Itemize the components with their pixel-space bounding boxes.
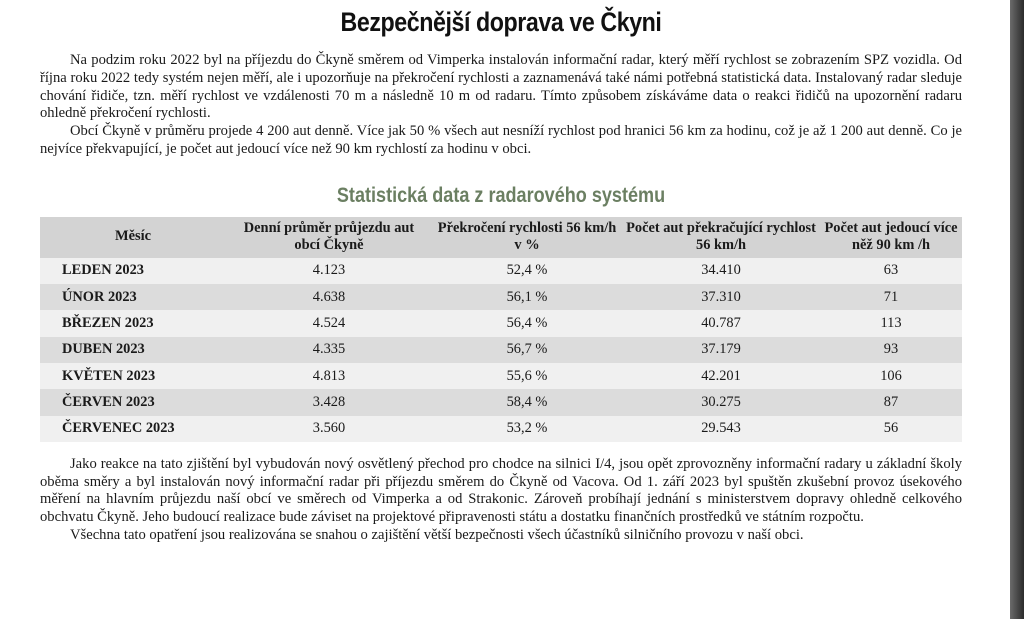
daily-average-cell: 4.638 xyxy=(226,284,432,310)
speeding-percent-cell: 52,4 % xyxy=(432,258,622,284)
speeding-count-cell: 34.410 xyxy=(622,258,820,284)
speeding-count-cell: 37.179 xyxy=(622,337,820,363)
month-cell: DUBEN 2023 xyxy=(40,337,226,363)
column-header-speeding-percent: Překročení rychlosti 56 km/h v % xyxy=(432,217,622,258)
daily-average-cell: 3.428 xyxy=(226,389,432,415)
over-90-count-cell: 106 xyxy=(820,363,962,389)
daily-average-cell: 4.123 xyxy=(226,258,432,284)
speeding-percent-cell: 56,4 % xyxy=(432,310,622,336)
outro-text xyxy=(40,456,962,545)
speeding-count-cell: 40.787 xyxy=(622,310,820,336)
table-row xyxy=(40,416,962,442)
over-90-count-cell: 56 xyxy=(820,416,962,442)
outro-paragraph: Všechna tato opatření jsou realizována se snahou o zajištění větší bezpečnosti všech účastníků silničního provozu v naší obci. xyxy=(70,527,804,544)
speeding-count-cell: 42.201 xyxy=(622,363,820,389)
speeding-count-cell: 30.275 xyxy=(622,389,820,415)
speeding-count-cell: 37.310 xyxy=(622,284,820,310)
month-cell: KVĚTEN 2023 xyxy=(40,363,226,389)
table-title: Statistická data z radarového systému xyxy=(336,183,666,207)
daily-average-cell: 4.813 xyxy=(226,363,432,389)
month-cell: ČERVEN 2023 xyxy=(40,389,226,415)
speeding-percent-cell: 56,7 % xyxy=(432,337,622,363)
daily-average-cell: 3.560 xyxy=(226,416,432,442)
intro-paragraph: Obcí Čkyně v průměru projede 4 200 aut denně. Více jak 50 % všech aut nesníží rychlost pod hranici 56 km za hodinu, což je až 1 200 aut denně. Co je nejvíce překvapující, je počet aut jedoucí více než 90 km rychlostí za hodinu v obci. xyxy=(40,123,962,157)
over-90-count-cell: 63 xyxy=(820,258,962,284)
intro-paragraph: Na podzim roku 2022 byl na příjezdu do Čkyně směrem od Vimperka instalován informační radar, který měří rychlost se zobrazením SPZ vozidla. Od října roku 2022 tedy systém nejen měří, ale i upozorňuje na překročení rychlosti a zaznamenává také námi potřebná statistická data. Instalovaný radar sleduje chování řidiče, tzn. měří rychlost ve vzdálenosti 70 m a následně 10 m od radaru. Tímto způsobem získáváme data o reakci řidičů na upozornění radaru ohledně překročení rychlosti. xyxy=(40,52,962,122)
speeding-percent-cell: 58,4 % xyxy=(432,389,622,415)
month-cell: BŘEZEN 2023 xyxy=(40,310,226,336)
daily-average-cell: 4.524 xyxy=(226,310,432,336)
column-header-speeding-count: Počet aut překračující rychlost 56 km/h xyxy=(622,217,820,258)
over-90-count-cell: 93 xyxy=(820,337,962,363)
daily-average-cell: 4.335 xyxy=(226,337,432,363)
table-row xyxy=(40,310,962,336)
table-row xyxy=(40,258,962,284)
over-90-count-cell: 71 xyxy=(820,284,962,310)
table-row xyxy=(40,284,962,310)
table-row xyxy=(40,363,962,389)
table-row xyxy=(40,389,962,415)
outro-paragraph: Jako reakce na tato zjištění byl vybudován nový osvětlený přechod pro chodce na silnici I/4, jsou opět zprovozněny informační radary u základní školy oběma směry a byl instalován nový informační radar při příjezdu směrem do Čkyně od Vacova. Od 1. září 2023 byl spuštěn zkušební provoz úsekového měření na hlavním průjezdu naší obcí ve směrech od Vimperka a od Strakonic. Zároveň probíhají jednání s ministerstvem dopravy ohledně celkového obchvatu Čkyně. Jeho budoucí realizace bude záviset na projektové připravenosti státu a dostatku finančních prostředků ve státním rozpočtu. xyxy=(40,455,962,526)
column-header-month: Měsíc xyxy=(40,217,226,258)
article xyxy=(40,0,962,545)
month-cell: ČERVENEC 2023 xyxy=(40,416,226,442)
column-header-over-90-count: Počet aut jedoucí více něž 90 km /h xyxy=(820,217,962,258)
over-90-count-cell: 87 xyxy=(820,389,962,415)
radar-statistics-table xyxy=(40,217,962,442)
column-header-daily-average: Denní průměr průjezdu aut obcí Čkyně xyxy=(226,217,432,258)
speeding-percent-cell: 55,6 % xyxy=(432,363,622,389)
speeding-percent-cell: 53,2 % xyxy=(432,416,622,442)
over-90-count-cell: 113 xyxy=(820,310,962,336)
month-cell: ÚNOR 2023 xyxy=(40,284,226,310)
table-row xyxy=(40,337,962,363)
article-title: Bezpečnější doprava ve Čkyni xyxy=(340,7,662,37)
intro-text xyxy=(40,52,962,159)
speeding-percent-cell: 56,1 % xyxy=(432,284,622,310)
speeding-count-cell: 29.543 xyxy=(622,416,820,442)
viewer-edge-shadow xyxy=(1010,0,1024,619)
table-header-row xyxy=(40,217,962,258)
month-cell: LEDEN 2023 xyxy=(40,258,226,284)
